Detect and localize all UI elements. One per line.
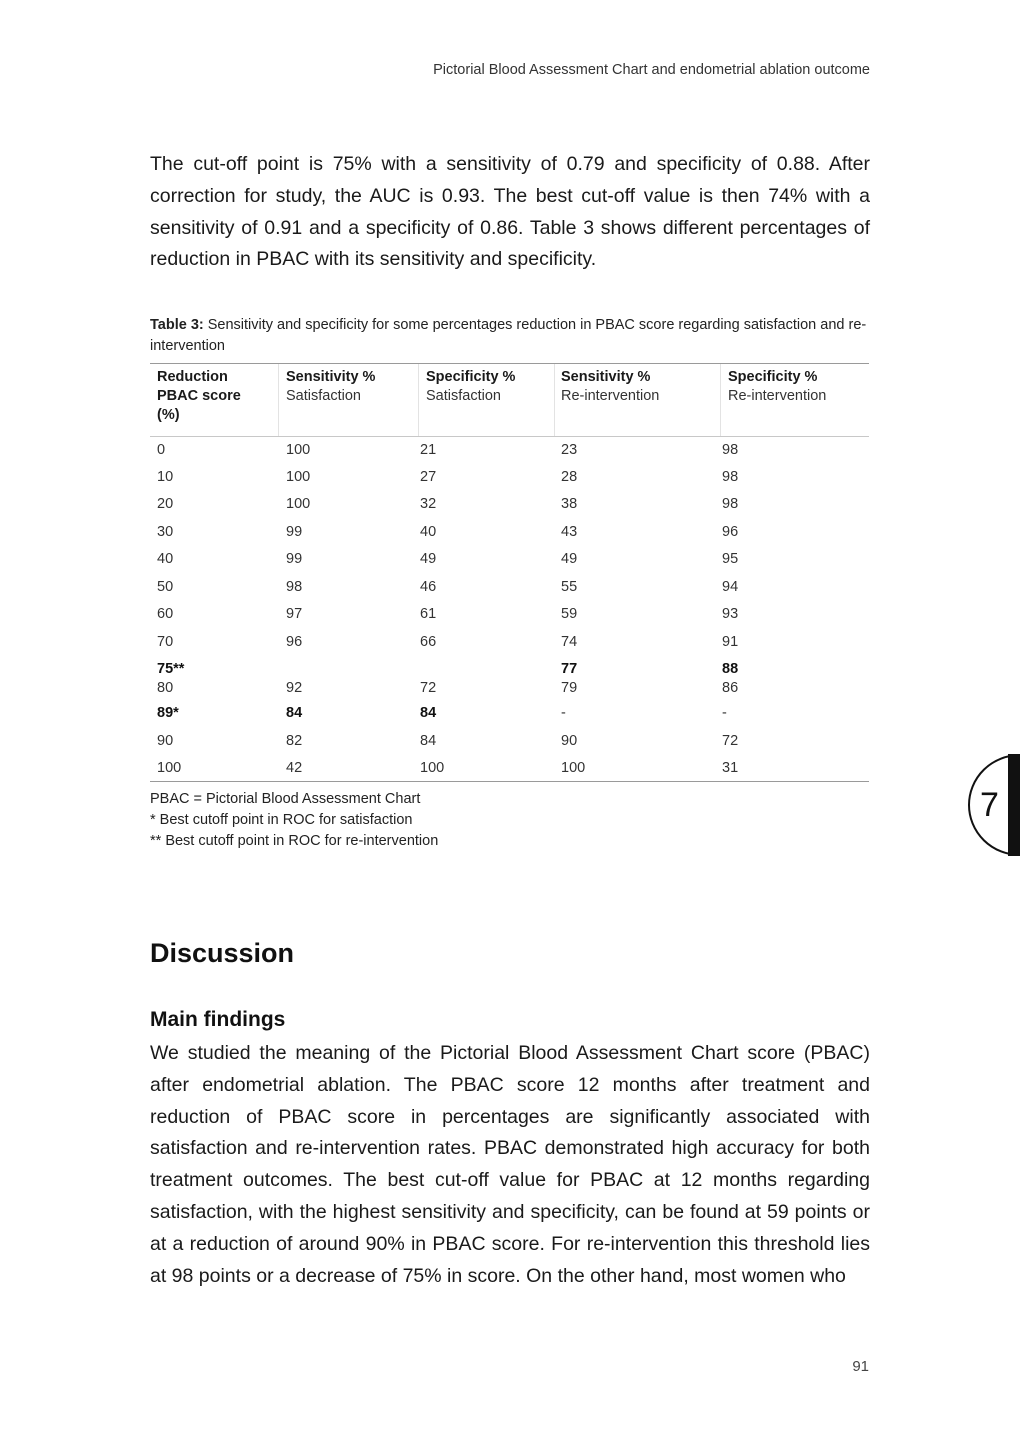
table-cell: 61 [420, 606, 437, 622]
table-cell: 80 [157, 680, 174, 696]
header-line: Specificity % [728, 369, 818, 385]
table-cell: 66 [420, 634, 437, 650]
running-head: Pictorial Blood Assessment Chart and endometrial ablation outcome [433, 62, 870, 78]
header-sensitivity-reintervention [561, 368, 659, 406]
table-cell: 100 [286, 442, 311, 458]
table-cell: 100 [286, 469, 311, 485]
column-separator [554, 364, 555, 436]
table-cell: 31 [722, 760, 739, 776]
header-line: Sensitivity % [561, 369, 651, 385]
table-cell: 42 [286, 760, 303, 776]
table-cell: 84 [420, 705, 437, 721]
table-cell: 84 [420, 733, 437, 749]
table-caption [150, 315, 872, 357]
table-cell: 84 [286, 705, 303, 721]
header-line: (%) [157, 407, 180, 423]
table-cell: 40 [157, 551, 174, 567]
table-cell: 20 [157, 496, 174, 512]
header-subline: Satisfaction [286, 388, 361, 404]
column-separator [720, 364, 721, 436]
table-cell: 49 [420, 551, 437, 567]
header-specificity-satisfaction [426, 368, 515, 406]
table-cell: 38 [561, 496, 578, 512]
table-cell: 50 [157, 579, 174, 595]
table-note: ** Best cutoff point in ROC for re-intervention [150, 833, 439, 849]
subsection-heading: Main findings [150, 1008, 286, 1031]
header-line: Reduction [157, 369, 228, 385]
table-cell: 91 [722, 634, 739, 650]
header-line: PBAC score [157, 388, 241, 404]
section-heading: Discussion [150, 938, 295, 968]
header-subline: Re-intervention [561, 388, 660, 404]
table-cell: 72 [722, 733, 739, 749]
table-cell: 0 [157, 442, 166, 458]
table-cell: 93 [722, 606, 739, 622]
table-cell: 43 [561, 524, 578, 540]
table-cell: 92 [286, 680, 303, 696]
table-cell: 30 [157, 524, 174, 540]
table-cell: 10 [157, 469, 174, 485]
table-cell: 95 [722, 551, 739, 567]
table-cell: 97 [286, 606, 303, 622]
chapter-number: 7 [980, 786, 999, 824]
table-cell: 90 [561, 733, 578, 749]
table-cell: 100 [157, 760, 182, 776]
discussion-paragraph: We studied the meaning of the Pictorial Blood Assessment Chart score (PBAC) after endometrial ablation. The PBAC score 12 months after treatment and reduction of PBAC score in percentages are significantly associated with satisfaction and re-intervention rates. PBAC demonstrated high accuracy for both treatment outcomes. The best cut-off value for PBAC at 12 months regarding satisfaction, with the highest sensitivity and specificity, can be found at 59 points or at a reduction of around 90% in PBAC score. For re-intervention this threshold lies at 98 points or a decrease of 75% in score. On the other hand, most women who [150, 1042, 870, 1287]
table-cell: 28 [561, 469, 578, 485]
table-cell: 74 [561, 634, 578, 650]
table-cell: 89* [157, 705, 179, 721]
table-cell: 100 [286, 496, 311, 512]
table-cell: 72 [420, 680, 437, 696]
column-separator [418, 364, 419, 436]
table-cell: 100 [420, 760, 445, 776]
table-cell: 86 [722, 680, 739, 696]
header-sensitivity-satisfaction [286, 368, 375, 406]
table-header-rule [150, 436, 869, 437]
table-note: PBAC = Pictorial Blood Assessment Chart [150, 791, 421, 807]
table-note: * Best cutoff point in ROC for satisfaction [150, 812, 413, 828]
table-cell: 90 [157, 733, 174, 749]
table-cell: 99 [286, 524, 303, 540]
table-cell: 21 [420, 442, 437, 458]
table-cell: 75** [157, 661, 185, 677]
table-cell: 96 [722, 524, 739, 540]
table-cell: 23 [561, 442, 578, 458]
table-cell: 98 [722, 469, 739, 485]
table-caption-text: Sensitivity and specificity for some percentages reduction in PBAC score regarding satisfaction and re-intervention [150, 317, 867, 354]
table-cell: 88 [722, 661, 739, 677]
table-cell: 82 [286, 733, 303, 749]
table-cell: 40 [420, 524, 437, 540]
table-cell: 55 [561, 579, 578, 595]
table-cell: 46 [420, 579, 437, 595]
table-notes [150, 789, 438, 852]
table-cell: 79 [561, 680, 578, 696]
page-number: 91 [852, 1358, 869, 1375]
intro-paragraph: The cut-off point is 75% with a sensitivity of 0.79 and specificity of 0.88. After correction for study, the AUC is 0.93. The best cut-off value is then 74% with a sensitivity of 0.91 and a specificity of 0.86. Table 3 shows different percentages of reduction in PBAC with its sensitivity and specificity. [150, 153, 870, 271]
table-cell: 77 [561, 661, 578, 677]
column-separator [278, 364, 279, 436]
header-reduction [157, 368, 241, 425]
table-cell: 99 [286, 551, 303, 567]
table-cell: 98 [286, 579, 303, 595]
table-cell: - [561, 705, 566, 721]
table-cell: 94 [722, 579, 739, 595]
table-top-rule [150, 363, 869, 364]
table-cell: - [722, 705, 727, 721]
header-specificity-reintervention [728, 368, 826, 406]
table-cell: 70 [157, 634, 174, 650]
table-cell: 49 [561, 551, 578, 567]
table-cell: 98 [722, 442, 739, 458]
header-line: Sensitivity % [286, 369, 376, 385]
table-cell: 96 [286, 634, 303, 650]
table-cell: 32 [420, 496, 437, 512]
table-cell: 27 [420, 469, 437, 485]
table-cell: 60 [157, 606, 174, 622]
header-line: Specificity % [426, 369, 516, 385]
table-cell: 100 [561, 760, 586, 776]
table-caption-label: Table 3: [150, 317, 204, 333]
table-cell: 59 [561, 606, 578, 622]
header-subline: Re-intervention [728, 388, 827, 404]
header-subline: Satisfaction [426, 388, 501, 404]
table-bottom-rule [150, 781, 869, 782]
table-cell: 98 [722, 496, 739, 512]
